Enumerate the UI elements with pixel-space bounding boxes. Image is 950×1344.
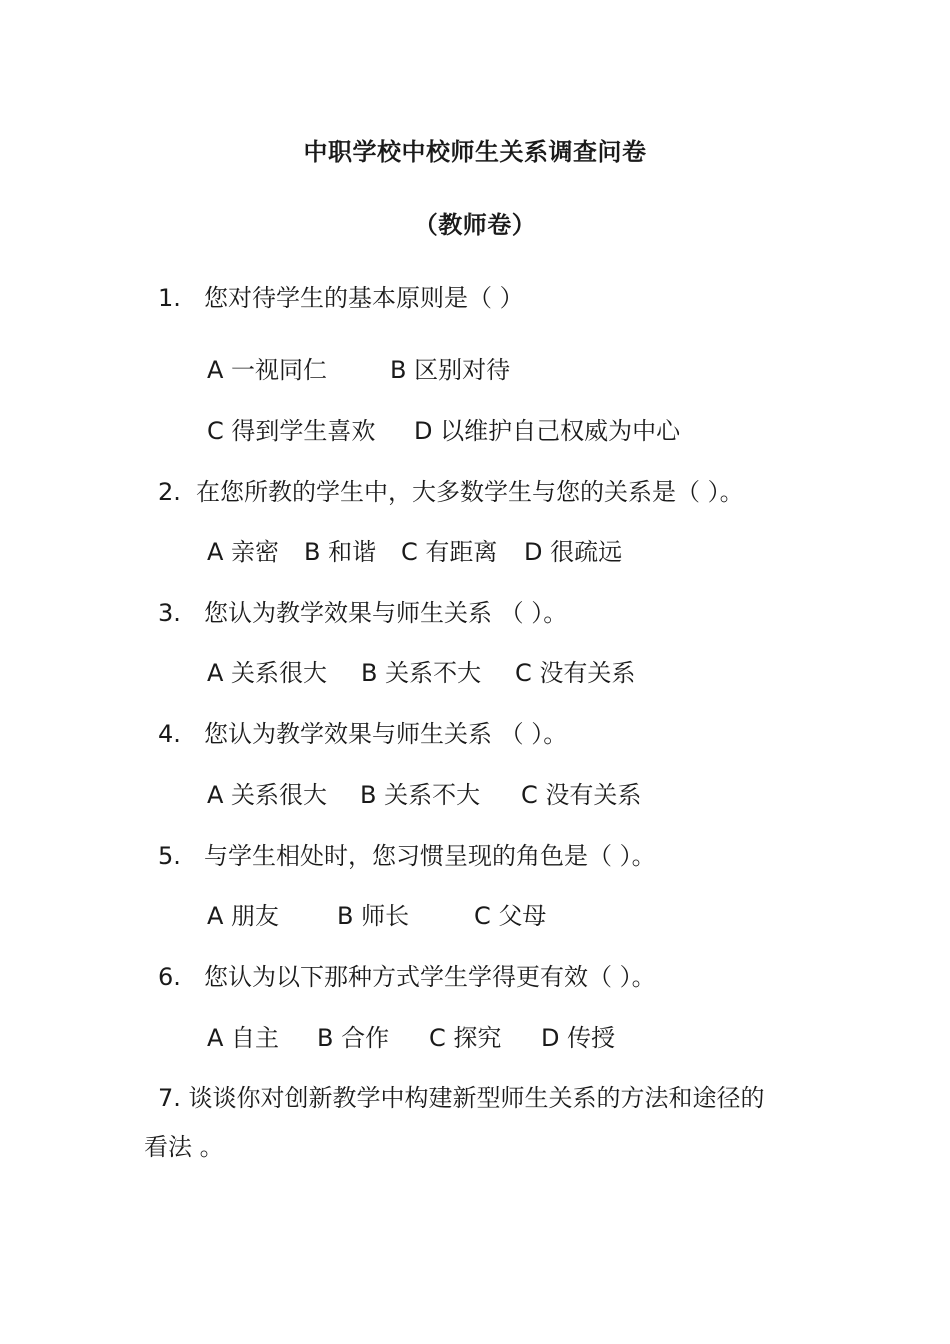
question-1 [158,278,524,313]
question-number: 5. [158,842,181,870]
question-text: 在您所教的学生中，大多数学生与您的关系是（ ）。 [196,478,744,506]
option: A 亲密 [207,538,280,566]
option: D 传授 [541,1024,616,1052]
question-6-options [207,1018,615,1053]
question-text: 您认为教学效果与师生关系 （ ）。 [204,720,568,748]
option: B 关系不大 [361,659,482,687]
option: A 自主 [207,1024,280,1052]
option: A 一视同仁 [207,356,328,384]
option: B 关系不大 [360,781,481,809]
option: B 和谐 [304,538,377,566]
question-4-options [207,775,641,810]
question-2 [158,472,744,507]
question-4 [158,714,567,749]
question-text: 您对待学生的基本原则是（ ） [204,284,524,312]
option: C 探究 [429,1024,502,1052]
question-1-options-row-1 [207,350,510,385]
question-5-options [207,896,546,931]
option: C 有距离 [401,538,498,566]
document-subtitle: （教师卷） [413,211,537,239]
question-number: 1. [158,284,181,312]
question-text: 您认为教学效果与师生关系 （ ）。 [204,599,568,627]
option: D 以维护自己权威为中心 [414,417,681,445]
question-1-options-row-2 [207,411,680,446]
question-5 [158,836,656,871]
question-3-options [207,653,635,688]
question-2-options [207,532,622,567]
option: A 朋友 [207,902,280,930]
option: A 关系很大 [207,659,328,687]
question-6 [158,957,656,992]
option: D 很疏远 [524,538,623,566]
question-7-line-1: 7. 谈谈你对创新教学中构建新型师生关系的方法和途径的 [158,1084,765,1112]
option: B 合作 [317,1024,390,1052]
option: B 区别对待 [390,356,511,384]
option: C 父母 [474,902,547,930]
option: A 关系很大 [207,781,328,809]
option: C 没有关系 [521,781,642,809]
option: C 没有关系 [515,659,636,687]
question-number: 6. [158,963,181,991]
option: C 得到学生喜欢 [207,417,376,445]
question-text: 与学生相处时，您习惯呈现的角色是（ ）。 [204,842,656,870]
option: B 师长 [337,902,410,930]
question-number: 3. [158,599,181,627]
question-number: 2. [158,478,181,506]
question-number: 4. [158,720,181,748]
question-text: 您认为以下那种方式学生学得更有效（ ）。 [204,963,656,991]
question-7-line-2: 看法 。 [144,1133,224,1161]
document-title: 中职学校中校师生关系调查问卷 [303,138,647,166]
question-3 [158,593,567,628]
